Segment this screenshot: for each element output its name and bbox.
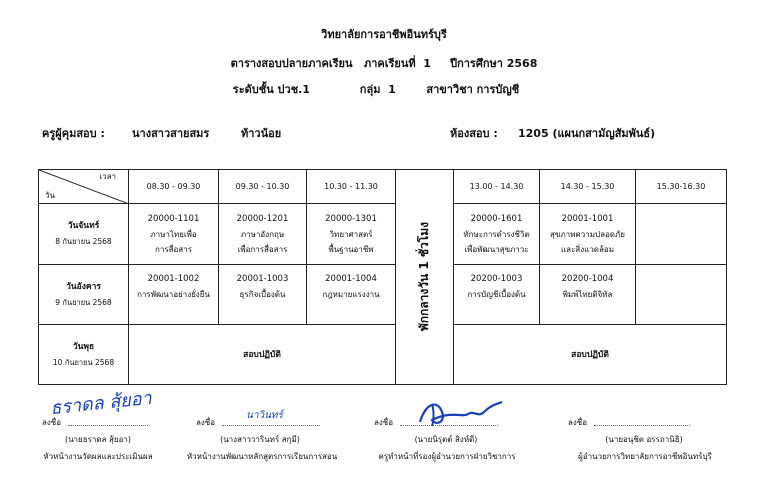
subject-code: 20000-1201 [236, 213, 289, 224]
subject-code: 20000-1101 [147, 213, 200, 224]
day-date: 10 กันยายน 2568 [52, 357, 115, 367]
signer-name: (นายอนุชิต อรรถานิธิ) [605, 435, 683, 444]
day-name: วันพุธ [72, 341, 95, 352]
subject-code: 20200-1004 [561, 274, 614, 284]
day-cell [39, 325, 129, 385]
signer-title: หัวหน้างานพัฒนาหลักสูตรการเรียนการสอน [186, 452, 338, 461]
proctor-first-name: นางสาวสายสมร [132, 127, 210, 140]
subject-name-line1: ภาษาไทยเพื่อ [150, 229, 197, 239]
practical-exam-afternoon [454, 325, 727, 385]
signer-title: ผู้อำนวยการวิทยาลัยการอาชีพอินทร์บุรี [578, 452, 712, 461]
handwritten-signature: ธราดล สุ้ยอา [49, 387, 153, 420]
day-cell [39, 265, 129, 325]
exam-slot [307, 265, 396, 325]
exam-slot [219, 265, 307, 325]
handwritten-signature [412, 396, 504, 430]
room-label: ห้องสอบ : [450, 127, 498, 140]
room-value: 1205 (แผนกสามัญสัมพันธ์) [518, 127, 656, 140]
practical-exam-label: สอบปฏิบัติ [243, 349, 281, 360]
corner-time-label: เวลา [99, 172, 116, 181]
practical-exam-label: สอบปฏิบัติ [571, 349, 609, 360]
corner-cell [39, 170, 129, 204]
proctor-last-name: ท้าวน้อย [241, 127, 282, 140]
time-slot-header: 13.00 - 14.30 [454, 170, 540, 204]
day-date: 9 กันยายน 2568 [55, 297, 112, 307]
exam-slot [307, 204, 396, 265]
proctor-label: ครูผู้คุมสอบ : [42, 127, 105, 140]
table-row [39, 265, 727, 325]
day-cell [39, 204, 129, 265]
subject-name-line1: วิทยาศาสตร์ [329, 229, 373, 239]
subject-name: การบัญชีเบื้องต้น [467, 290, 526, 299]
signer-name: (นางสาววารินทร์ สกุมี) [220, 435, 300, 444]
subject-name: การพัฒนาอย่างยั่งยืน [137, 290, 210, 299]
signature-line [68, 425, 148, 426]
schedule-title: ตารางสอบปลายภาคเรียน ภาคเรียนที่ 1 ปีการศึกษา 2568 [230, 57, 538, 70]
subject-code: 20200-1003 [470, 274, 523, 284]
subject-name-line2: และสิ่งแวดล้อม [561, 244, 614, 254]
exam-slot [454, 204, 540, 265]
empty-slot [636, 265, 727, 325]
subject-code: 20001-1003 [236, 274, 289, 284]
day-name: วันจันทร์ [67, 221, 100, 231]
subject-name-line2: เพื่อพัฒนาสุขภาวะ [464, 244, 529, 254]
signer-name: (นายธราดล สุ้ยอา) [64, 435, 132, 444]
time-slot-header: 15.30-16.30 [636, 170, 727, 204]
subject-code: 20000-1601 [470, 213, 523, 224]
subject-code: 20000-1301 [325, 213, 377, 224]
corner-day-label: วัน [45, 191, 55, 200]
subject-name: กฎหมายแรงงาน [322, 290, 380, 299]
subject-name-line2: การสื่อสาร [155, 244, 192, 254]
subject-code: 20001-1001 [561, 213, 614, 224]
signature-line [222, 425, 320, 426]
signer-name: (นายนิรุตต์ สิงห์ดี) [414, 435, 478, 444]
college-title: วิทยาลัยการอาชีพอินทร์บุรี [321, 28, 447, 41]
subject-code: 20001-1004 [325, 274, 377, 284]
subject-name-line1: ภาษาอังกฤษ [240, 229, 285, 239]
signature-prefix: ลงชื่อ [196, 418, 216, 427]
time-slot-header: 10.30 - 11.30 [307, 170, 396, 204]
subject-name: พิมพ์ไทยดิจิทัล [562, 290, 613, 299]
signer-title: ครูทำหน้าที่รองผู้อำนวยการฝ่ายวิชาการ [378, 452, 516, 461]
exam-slot [540, 265, 636, 325]
time-slot-header: 14.30 - 15.30 [540, 170, 636, 204]
signature-prefix: ลงชื่อ [374, 418, 394, 427]
exam-slot [540, 204, 636, 265]
signature-prefix: ลงชื่อ [568, 418, 588, 427]
exam-slot [129, 265, 219, 325]
handwritten-signature: นาวินทร์ [246, 410, 283, 421]
practical-exam-morning [129, 325, 396, 385]
signature-line [594, 425, 690, 426]
table-row [39, 204, 727, 265]
exam-schedule-table [38, 169, 727, 385]
day-date: 8 กันยายน 2568 [55, 237, 112, 246]
subject-name-line2: เพื่อการสื่อสาร [237, 244, 288, 254]
signer-title: หัวหน้างานวัดผลและประเมินผล [43, 452, 153, 461]
time-slot-header: 08.30 - 09.30 [129, 170, 219, 204]
exam-slot [454, 265, 540, 325]
exam-slot [129, 204, 219, 265]
day-name: วันอังคาร [66, 281, 101, 292]
subject-code: 20001-1002 [147, 274, 200, 284]
lunch-break-cell [396, 170, 454, 385]
signature-prefix: ลงชื่อ [42, 418, 62, 427]
subject-name-line1: ทักษะการดำรงชีวิต [463, 229, 530, 239]
subject-name: ธุรกิจเบื้องต้น [239, 290, 286, 299]
table-row [39, 325, 727, 385]
empty-slot [636, 204, 727, 265]
subject-name-line1: สุขภาพความปลอดภัย [550, 229, 625, 239]
exam-slot [219, 204, 307, 265]
time-header-row [39, 170, 727, 204]
time-slot-header: 09.30 - 10.30 [219, 170, 307, 204]
lunch-break-label: พักกลางวัน 1 ชั่วโมง [417, 222, 431, 332]
class-info: ระดับชั้น ปวช.1 กลุ่ม 1 สาขาวิชา การบัญชี [232, 83, 520, 96]
subject-name-line2: พื้นฐานอาชีพ [328, 244, 374, 254]
